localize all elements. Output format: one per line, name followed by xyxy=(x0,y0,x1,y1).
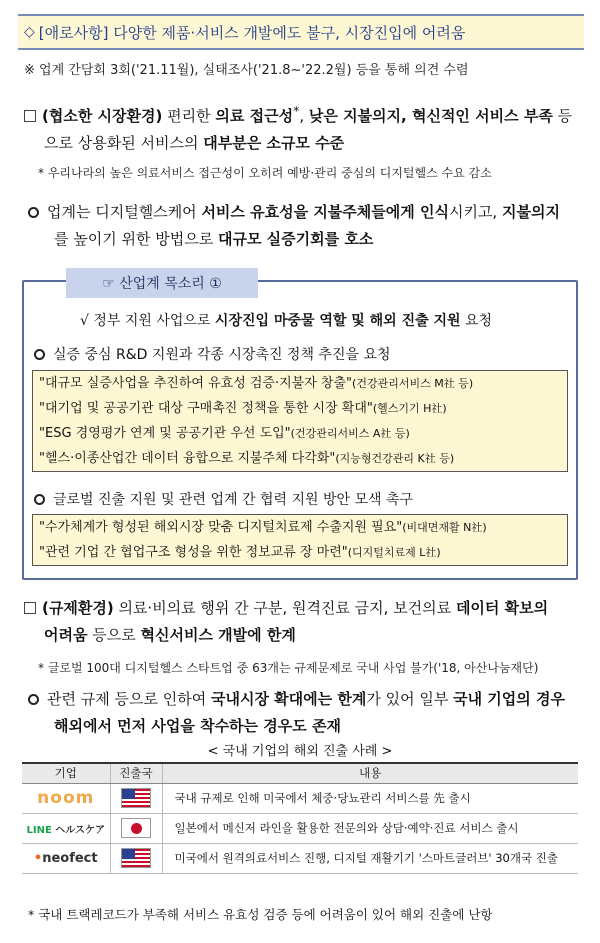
column-header-company: 기업 xyxy=(22,763,110,783)
circle-bullet-icon xyxy=(34,349,45,360)
square-bullet-icon xyxy=(24,110,36,122)
global-support-heading: 글로벌 진출 지원 및 관련 업계 간 협력 지원 방안 모색 촉구 xyxy=(34,489,413,509)
country-cell xyxy=(110,783,162,813)
overseas-first-paragraph: 관련 규제 등으로 인하여 국내시장 확대에는 한계가 있어 일부 국내 기업의 경우 해외에서 먼저 사업을 착수하는 경우도 존재 xyxy=(28,686,593,740)
access-footnote: * 우리나라의 높은 의료서비스 접근성이 오히려 예방·관리 중심의 디지털헬스 수요 감소 xyxy=(38,166,492,180)
quote-box-global xyxy=(32,514,568,566)
company-logo-neofect: •neofect xyxy=(22,843,110,873)
source-note: ※ 업계 간담회 3회('21.11월), 실태조사('21.8~'22.2월) 등을 통해 의견 수렴 xyxy=(24,63,469,78)
circle-bullet-icon xyxy=(28,207,39,218)
diamond-icon: ◇ xyxy=(24,24,35,40)
overseas-expansion-table xyxy=(22,762,578,874)
industry-appeal-paragraph: 업계는 디지털헬스케어 서비스 유효성을 지불주체들에게 인식시키고, 지불의지 를 높이기 위한 방법으로 대규모 실증기회를 호소 xyxy=(28,199,588,253)
quote-item: "수가체계가 형성된 해외시장 맞춤 디지털치료제 수출지원 필요"(비대면재활 N社) xyxy=(39,520,487,535)
table-row xyxy=(22,843,578,873)
check-icon: √ xyxy=(80,313,89,329)
track-record-footnote: * 국내 트랙레코드가 부족해 서비스 유효성 검증 등에 어려움이 있어 해외 진출에 난항 xyxy=(28,907,493,922)
regulation-paragraph: (규제환경) 의료·비의료 행위 간 구분, 원격진료 금지, 보건의료 데이터 확보의 어려움 등으로 혁신서비스 개발에 한계 xyxy=(24,595,589,649)
rnd-request-heading: 실증 중심 R&D 지원과 각종 시장촉진 정책 추진을 요청 xyxy=(34,344,391,364)
company-logo-noom: noom xyxy=(22,783,110,813)
country-cell xyxy=(110,843,162,873)
industry-voice-tab: ☞ 산업계 목소리 ① xyxy=(66,268,258,298)
table-caption: < 국내 기업의 해외 진출 사례 > xyxy=(207,744,393,759)
country-cell xyxy=(110,813,162,843)
market-environment-paragraph: (협소한 시장환경) 편리한 의료 접근성*, 낮은 지불의지, 혁신적인 서비스 부족 등 으로 상용화된 서비스의 대부분은 소규모 수준 xyxy=(24,97,584,157)
table-header-row xyxy=(22,763,578,783)
column-header-country: 진출국 xyxy=(110,763,162,783)
support-request-line: √ 정부 지원 사업으로 시장진입 마중물 역할 및 해외 진출 지원 요청 xyxy=(80,313,493,329)
content-cell: 국내 규제로 인해 미국에서 체중·당뇨관리 서비스를 先 출시 xyxy=(162,783,578,813)
square-bullet-icon xyxy=(24,602,36,614)
quote-item: "헬스·이종산업간 데이터 융합으로 지불주체 다각화"(지능형건강관리 K社 등) xyxy=(39,451,455,466)
section-header xyxy=(18,14,584,50)
quote-item: "ESG 경영평가 연계 및 공공기관 우선 도입"(건강관리서비스 A社 등) xyxy=(39,426,410,441)
circle-bullet-icon xyxy=(28,694,39,705)
table-row xyxy=(22,813,578,843)
quote-item: "대규모 실증사업을 추진하여 유효성 검증·지불자 창출"(건강관리서비스 M社 등) xyxy=(39,376,474,391)
regulation-footnote: * 글로벌 100대 디지털헬스 스타트업 중 63개는 규제문제로 국내 사업 불가('18, 아산나눔재단) xyxy=(38,661,539,675)
content-cell: 미국에서 원격의료서비스 진행, 디지털 재활기기 '스마트글러브' 30개국 진출 xyxy=(162,843,578,873)
company-logo-line-healthcare: LINE ヘルスケア xyxy=(22,813,110,843)
quote-item: "관련 기업 간 협업구조 형성을 위한 정보교류 장 마련"(디지털치료제 L社) xyxy=(39,545,441,560)
quote-item: "대기업 및 공공기관 대상 구매촉진 정책을 통한 시장 확대"(헬스기기 H社) xyxy=(39,401,447,416)
section-header-text: [애로사항] 다양한 제품·서비스 개발에도 불구, 시장진입에 어려움 xyxy=(38,23,466,42)
circle-bullet-icon xyxy=(34,494,45,505)
us-flag-icon xyxy=(121,788,151,808)
column-header-content: 내용 xyxy=(162,763,578,783)
jp-flag-icon xyxy=(121,818,151,838)
us-flag-icon xyxy=(121,848,151,868)
table-row xyxy=(22,783,578,813)
content-cell: 일본에서 메신저 라인을 활용한 전문의와 상담·예약·진료 서비스 출시 xyxy=(162,813,578,843)
quote-box-rnd xyxy=(32,370,568,472)
